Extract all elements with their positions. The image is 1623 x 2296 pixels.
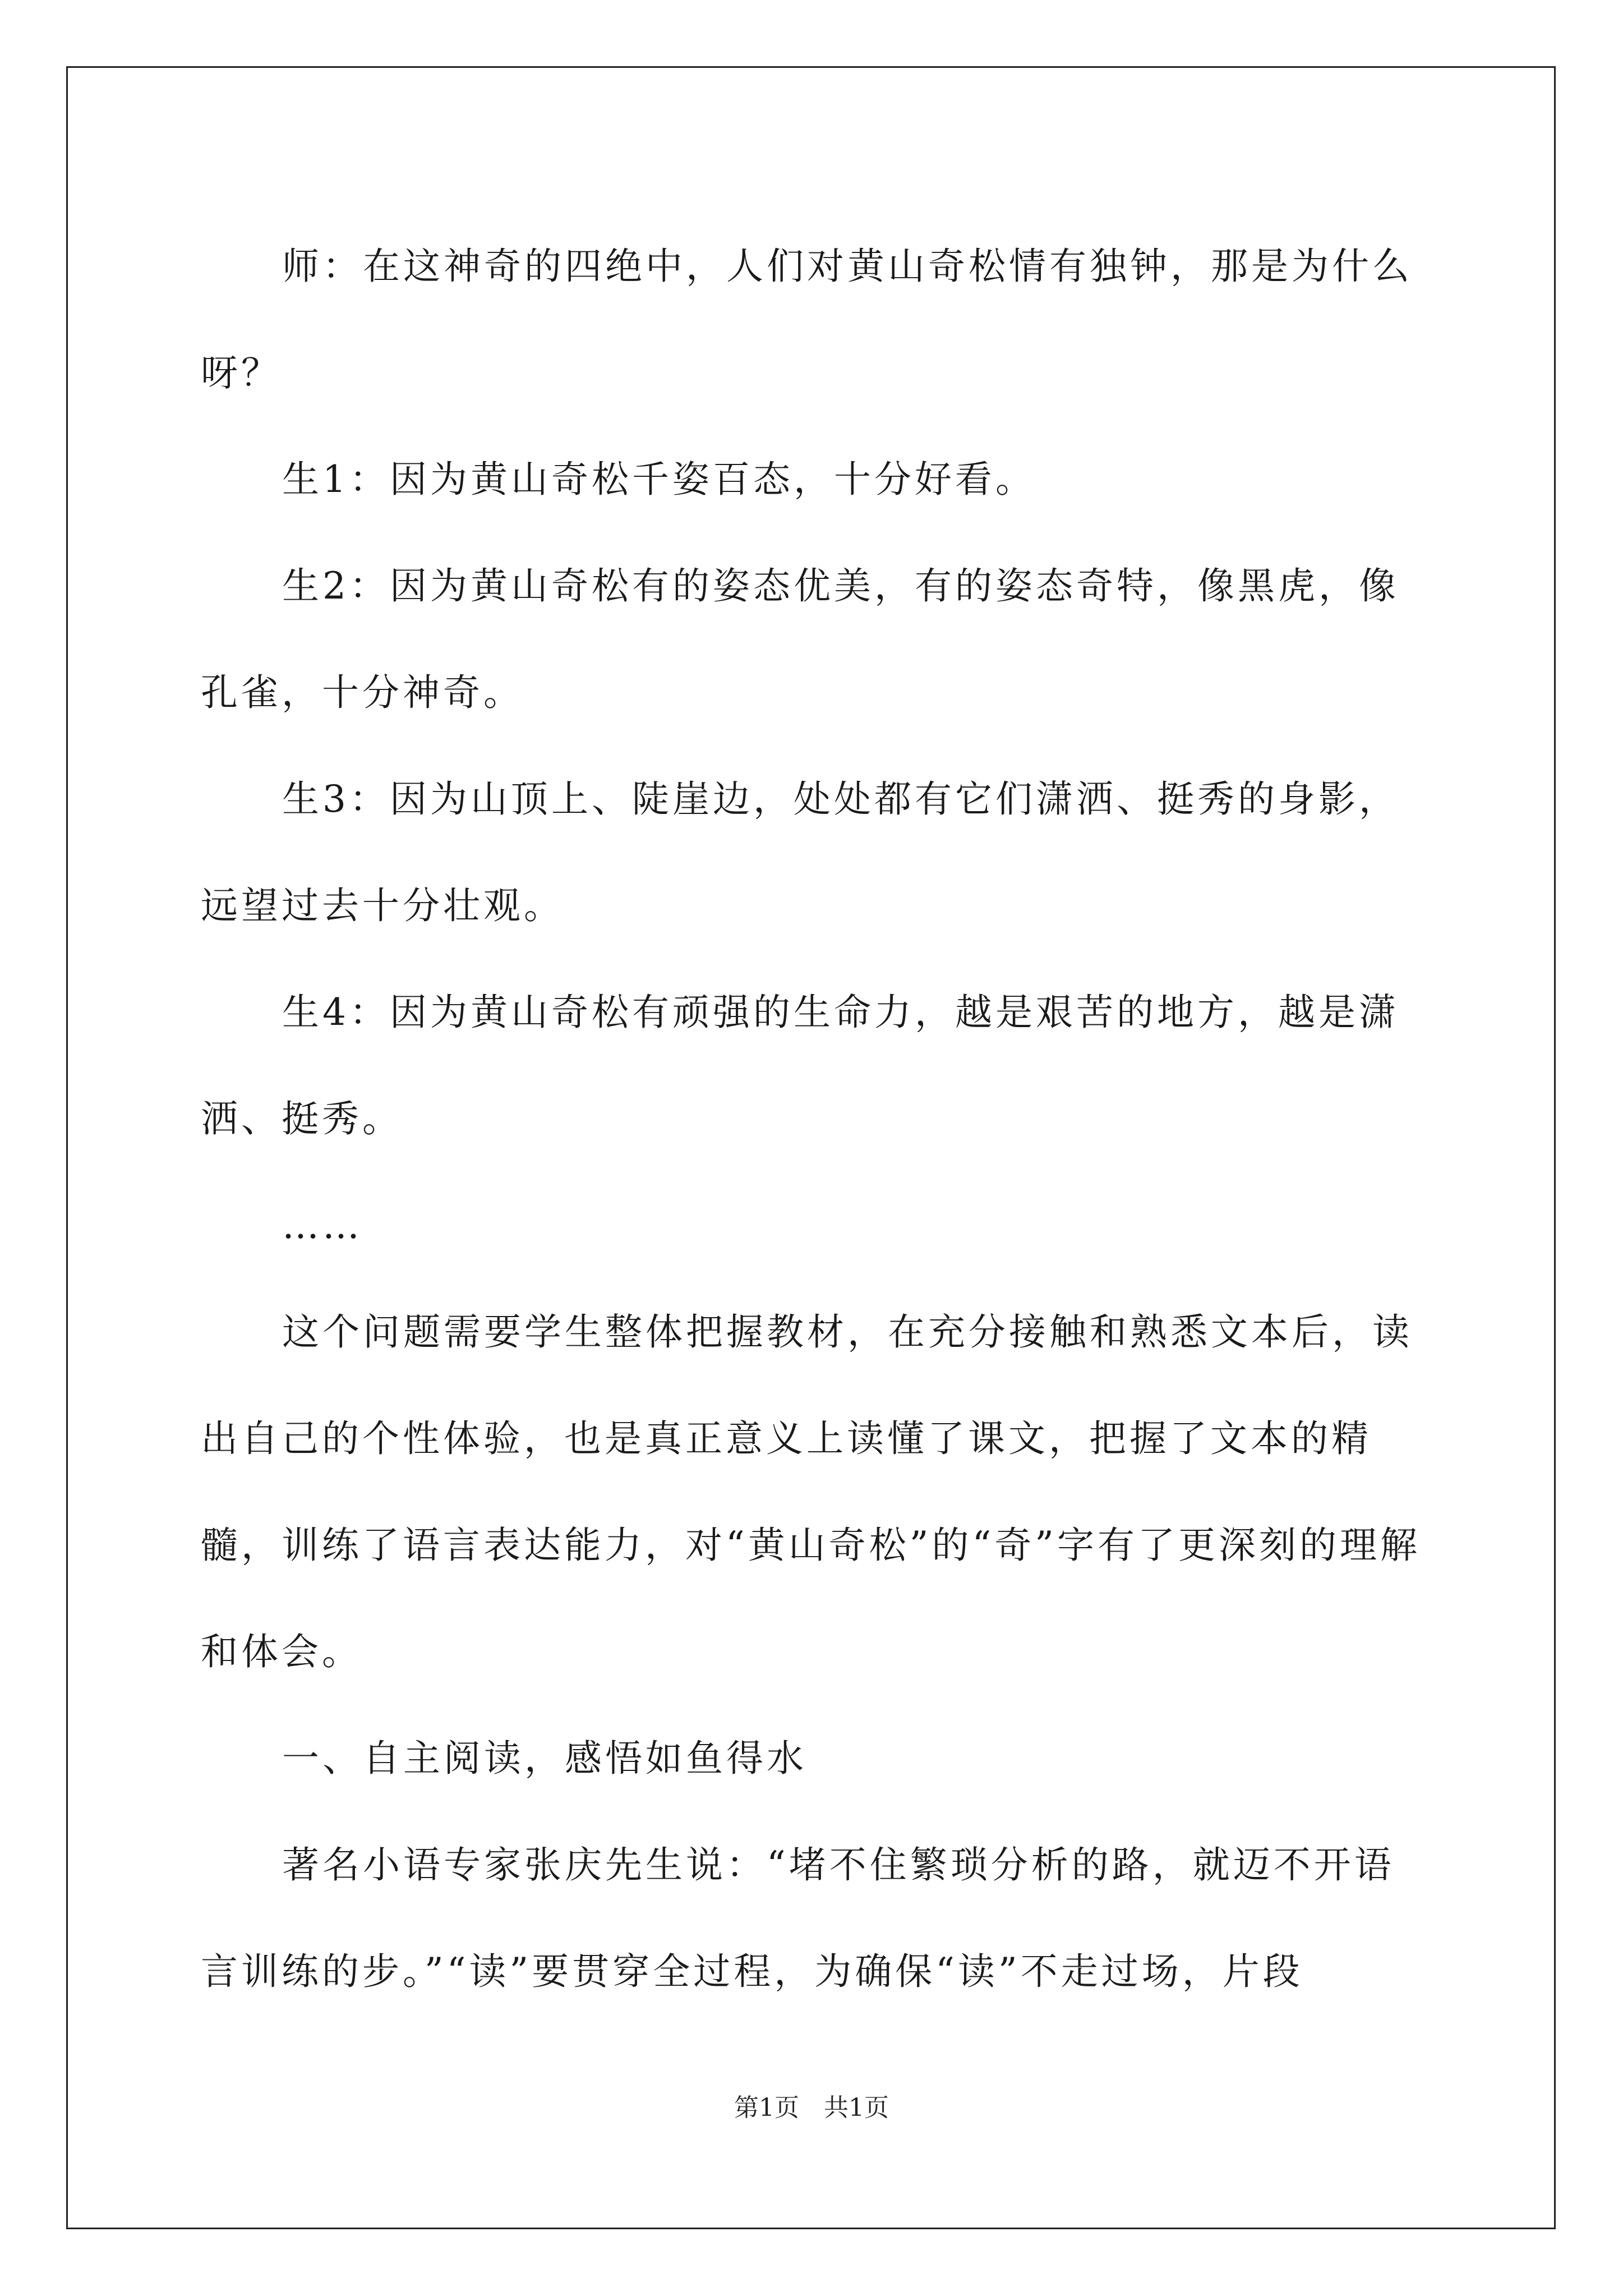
page-number: 第1页 — [734, 2093, 799, 2122]
paragraph-student-2: 生2：因为黄山奇松有的姿态优美，有的姿态奇特，像黑虎，像孔雀，十分神奇。 — [201, 564, 1399, 714]
paragraph-student-4: 生4：因为黄山奇松有顽强的生命力，越是艰苦的地方，越是潇洒、挺秀。 — [201, 991, 1399, 1140]
document-body — [201, 213, 1435, 2025]
paragraph-teacher-question: 师：在这神奇的四绝中，人们对黄山奇松情有独钟，那是为什么呀？ — [201, 245, 1413, 394]
section-heading: 一、自主阅读，感悟如鱼得水 — [282, 1737, 807, 1780]
page-footer — [0, 2091, 1623, 2125]
paragraph-student-1: 生1：因为黄山奇松千姿百态，十分好看。 — [282, 458, 1036, 501]
page-total: 共1页 — [824, 2093, 889, 2122]
paragraph-quote: 著名小语专家张庆先生说：“堵不住繁琐分析的路，就迈不开语言训练的步。”“读”要贯穿全过程，为确保“读”不走过场，片段 — [201, 1843, 1395, 1993]
paragraph-analysis: 这个问题需要学生整体把握教材，在充分接触和熟悉文本后，读出自己的个性体验，也是真正意义上读懂了课文，把握了文本的精髓，训练了语言表达能力，对“黄山奇松”的“奇”字有了更深刻的理解和体会。 — [201, 1310, 1421, 1673]
paragraph-student-3: 生3：因为山顶上、陡崖边，处处都有它们潇洒、挺秀的身影，远望过去十分壮观。 — [201, 777, 1399, 927]
paragraph-ellipsis: …… — [282, 1204, 363, 1247]
